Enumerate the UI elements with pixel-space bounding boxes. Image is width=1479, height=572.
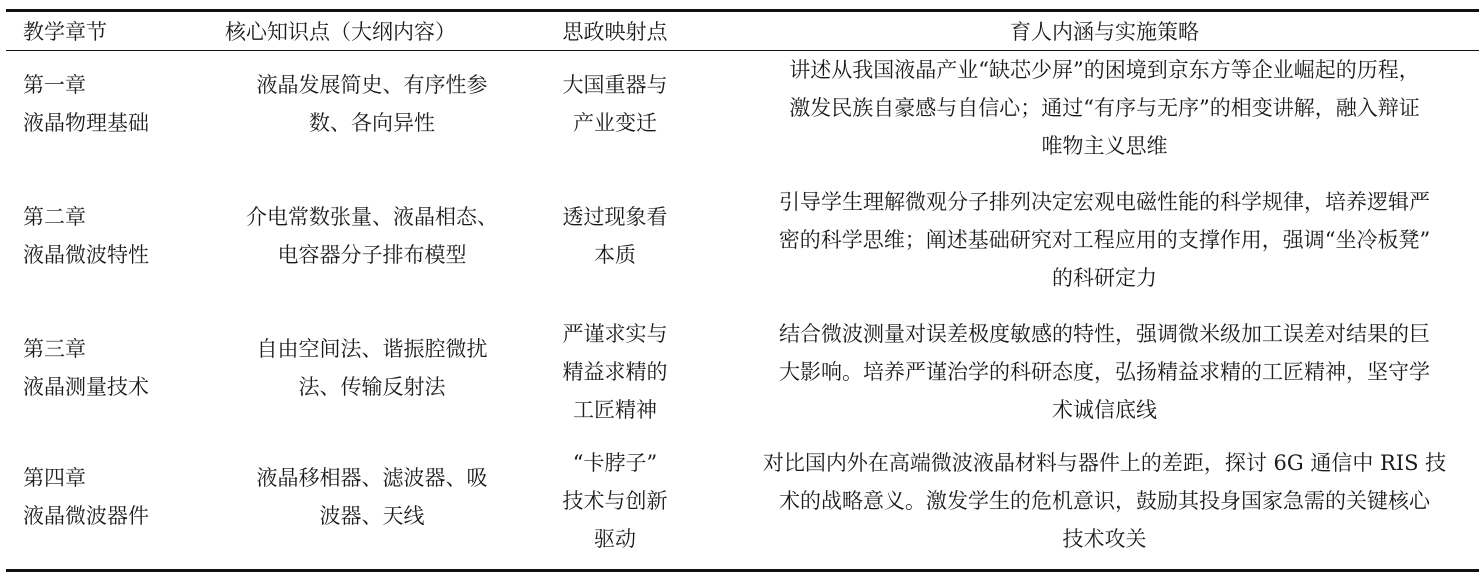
table-row	[6, 51, 1479, 184]
strategy-line: 结合微波测量对误差极度敏感的特性，强调微米级加工误差对结果的巨	[779, 322, 1430, 346]
strategy-line: 术诚信底线	[1052, 398, 1157, 422]
table-row	[6, 444, 1479, 571]
ideology-line: “卡脖子”	[572, 451, 658, 475]
ideology-cell	[525, 315, 705, 444]
strategy-line: 的科研定力	[1052, 266, 1157, 290]
table-header-row	[6, 11, 1479, 51]
chapter-number: 第一章	[23, 73, 86, 97]
knowledge-line: 自由空间法、谐振腔微扰	[256, 337, 488, 361]
ideology-cell	[525, 444, 705, 571]
chapter-cell	[6, 51, 211, 184]
strategy-cell	[705, 51, 1479, 184]
chapter-number: 第四章	[23, 466, 86, 490]
knowledge-line: 介电常数张量、液晶相态、	[246, 205, 498, 229]
header-chapter: 教学章节	[23, 20, 107, 44]
knowledge-cell	[211, 315, 525, 444]
strategy-line: 对比国内外在高端微波液晶材料与器件上的差距，探讨 6G 通信中 RIS 技	[762, 451, 1447, 475]
strategy-line: 唯物主义思维	[1041, 134, 1168, 158]
strategy-line: 密的科学思维；阐述基础研究对工程应用的支撑作用，强调“坐冷板凳”	[778, 228, 1431, 252]
ideology-line: 精益求精的	[562, 360, 668, 384]
knowledge-line: 波器、天线	[319, 504, 425, 528]
ideology-line: 大国重器与	[562, 73, 668, 97]
ideology-line: 产业变迁	[573, 111, 657, 135]
syllabus-table	[6, 9, 1479, 572]
chapter-cell	[6, 444, 211, 571]
strategy-cell	[705, 183, 1479, 315]
header-knowledge-points: 核心知识点（大纲内容）	[225, 20, 456, 44]
table-row	[6, 315, 1479, 444]
ideology-line: 透过现象看	[562, 205, 668, 229]
table-row	[6, 183, 1479, 315]
knowledge-line: 液晶移相器、滤波器、吸	[256, 466, 488, 490]
knowledge-cell	[211, 183, 525, 315]
ideology-line: 本质	[594, 243, 636, 267]
header-strategy: 育人内涵与实施策略	[1010, 20, 1199, 44]
ideology-cell	[525, 51, 705, 184]
strategy-line: 讲述从我国液晶产业“缺芯少屏”的困境到京东方等企业崛起的历程，	[789, 58, 1420, 82]
header-ideology-points: 思政映射点	[562, 20, 668, 44]
ideology-line: 技术与创新	[562, 489, 668, 513]
strategy-cell	[705, 315, 1479, 444]
chapter-cell	[6, 183, 211, 315]
syllabus-table-container	[6, 9, 1473, 572]
strategy-line: 大影响。培养严谨治学的科研态度，弘扬精益求精的工匠精神，坚守学	[779, 360, 1430, 384]
strategy-line: 引导学生理解微观分子排列决定宏观电磁性能的科学规律，培养逻辑严	[779, 190, 1430, 214]
ideology-line: 严谨求实与	[562, 322, 668, 346]
knowledge-cell	[211, 51, 525, 184]
knowledge-line: 法、传输反射法	[298, 375, 446, 399]
strategy-line: 术的战略意义。激发学生的危机意识，鼓励其投身国家急需的关键核心	[779, 489, 1430, 513]
strategy-line: 技术攻关	[1062, 527, 1147, 551]
strategy-cell	[705, 444, 1479, 571]
strategy-line: 激发民族自豪感与自信心；通过“有序与无序”的相变讲解，融入辩证	[789, 96, 1420, 120]
ideology-line: 工匠精神	[573, 398, 657, 422]
chapter-title: 液晶测量技术	[23, 375, 149, 399]
knowledge-cell	[211, 444, 525, 571]
chapter-title: 液晶物理基础	[23, 111, 149, 135]
ideology-line: 驱动	[594, 527, 636, 551]
chapter-title: 液晶微波特性	[23, 243, 149, 267]
chapter-number: 第三章	[23, 337, 86, 361]
chapter-number: 第二章	[23, 205, 86, 229]
knowledge-line: 电容器分子排布模型	[277, 243, 467, 267]
chapter-title: 液晶微波器件	[23, 504, 149, 528]
knowledge-line: 数、各向异性	[309, 111, 435, 135]
knowledge-line: 液晶发展简史、有序性参	[256, 73, 488, 97]
ideology-cell	[525, 183, 705, 315]
chapter-cell	[6, 315, 211, 444]
